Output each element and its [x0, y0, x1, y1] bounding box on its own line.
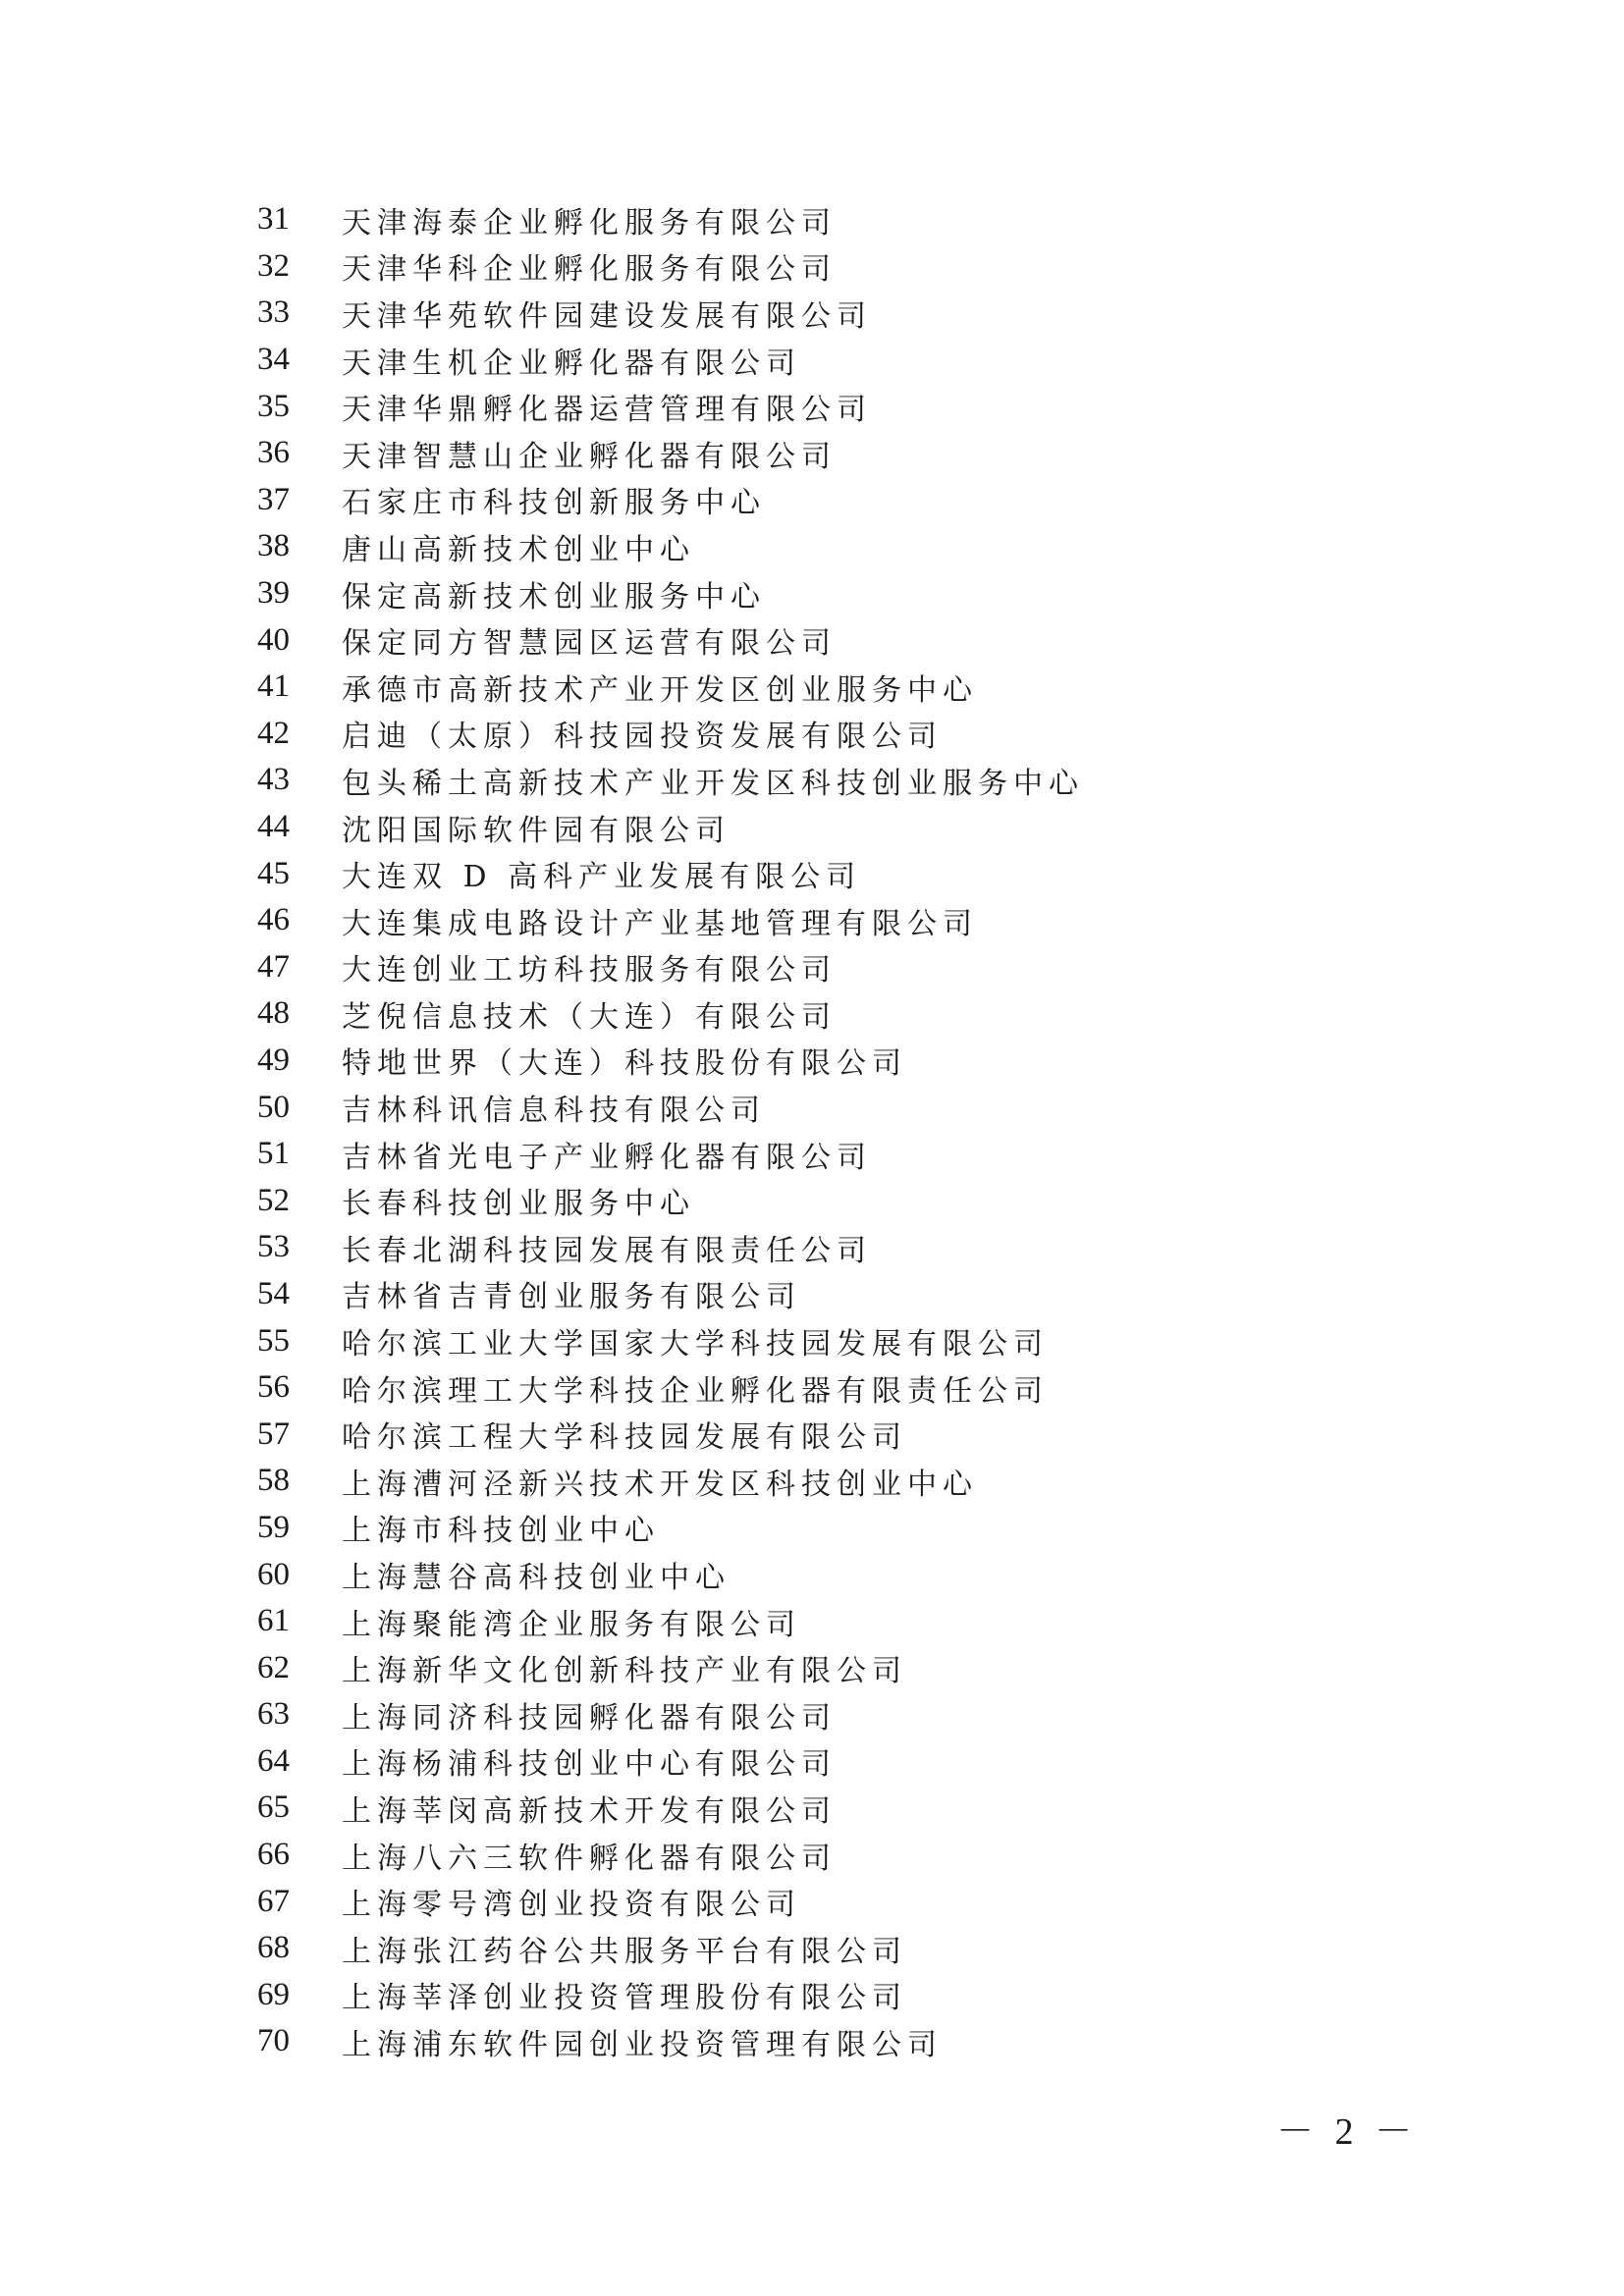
organization-name: 唐山高新技术创业中心 — [342, 532, 695, 567]
organization-name: 特地世界（大连）科技股份有限公司 — [342, 1046, 907, 1082]
item-number: 43 — [257, 762, 290, 798]
item-number: 42 — [257, 715, 290, 751]
organization-name: 承德市高新技术产业开发区创业服务中心 — [342, 672, 978, 708]
item-number: 45 — [257, 855, 290, 891]
list-item — [257, 430, 1084, 477]
organization-name: 哈尔滨理工大学科技企业孵化器有限责任公司 — [342, 1373, 1049, 1409]
page-number: － 2 － — [1276, 2111, 1419, 2153]
organization-name: 天津智慧山企业孵化器有限公司 — [342, 439, 837, 474]
organization-name: 上海八六三软件孵化器有限公司 — [342, 1841, 837, 1876]
item-number: 33 — [257, 294, 290, 331]
item-number: 34 — [257, 342, 290, 378]
item-number: 67 — [257, 1883, 290, 1919]
item-number: 63 — [257, 1696, 290, 1733]
organization-name: 吉林省吉青创业服务有限公司 — [342, 1280, 801, 1315]
item-number: 62 — [257, 1649, 290, 1685]
item-number: 69 — [257, 1976, 290, 2012]
organization-name: 长春北湖科技园发展有限责任公司 — [342, 1233, 872, 1268]
item-number: 59 — [257, 1509, 290, 1545]
list-item — [257, 1551, 1084, 1598]
organization-name: 上海同济科技园孵化器有限公司 — [342, 1700, 837, 1735]
item-number: 68 — [257, 1930, 290, 1966]
item-number: 54 — [257, 1275, 290, 1311]
item-number: 56 — [257, 1369, 290, 1406]
list-item — [257, 2018, 1084, 2065]
organization-name: 大连双 D 高科产业发展有限公司 — [342, 860, 862, 895]
organization-name: 上海莘闵高新技术开发有限公司 — [342, 1793, 837, 1829]
organization-name: 吉林省光电子产业孵化器有限公司 — [342, 1140, 872, 1175]
list-item — [257, 1644, 1084, 1691]
organization-name: 保定高新技术创业服务中心 — [342, 579, 766, 614]
list-item — [257, 383, 1084, 430]
list-item — [257, 757, 1084, 804]
organization-name: 天津生机企业孵化器有限公司 — [342, 346, 801, 381]
item-number: 46 — [257, 902, 290, 938]
organization-name: 天津华苑软件园建设发展有限公司 — [342, 298, 872, 334]
organization-name: 沈阳国际软件园有限公司 — [342, 813, 731, 848]
list-item — [257, 570, 1084, 617]
organization-name: 保定同方智慧园区运营有限公司 — [342, 626, 837, 662]
item-number: 52 — [257, 1182, 290, 1218]
organization-name: 启迪（太原）科技园投资发展有限公司 — [342, 720, 943, 755]
organization-name: 上海聚能湾企业服务有限公司 — [342, 1607, 801, 1642]
item-number: 37 — [257, 481, 290, 517]
item-number: 44 — [257, 809, 290, 845]
list-item — [257, 1271, 1084, 1318]
item-number: 31 — [257, 201, 290, 238]
item-number: 60 — [257, 1556, 290, 1592]
organization-name: 上海浦东软件园创业投资管理有限公司 — [342, 2027, 943, 2062]
organization-name: 天津华鼎孵化器运营管理有限公司 — [342, 393, 872, 428]
list-item — [257, 711, 1084, 758]
list-item — [257, 990, 1084, 1038]
item-number: 53 — [257, 1229, 290, 1265]
list-item — [257, 1925, 1084, 1972]
item-number: 50 — [257, 1089, 290, 1125]
item-number: 66 — [257, 1837, 290, 1873]
list-item — [257, 1832, 1084, 1879]
organization-name: 上海莘泽创业投资管理股份有限公司 — [342, 1981, 907, 2016]
list-item — [257, 1084, 1084, 1131]
organization-name: 哈尔滨工业大学国家大学科技园发展有限公司 — [342, 1327, 1049, 1362]
list-item — [257, 804, 1084, 851]
list-item — [257, 1131, 1084, 1178]
organization-name: 上海零号湾创业投资有限公司 — [342, 1888, 801, 1923]
organization-name: 大连创业工坊科技服务有限公司 — [342, 953, 837, 988]
list-item — [257, 664, 1084, 711]
item-number: 48 — [257, 995, 290, 1032]
item-number: 57 — [257, 1415, 290, 1452]
item-number: 41 — [257, 668, 290, 705]
item-number: 38 — [257, 528, 290, 564]
list-item — [257, 1038, 1084, 1085]
list-item — [257, 1317, 1084, 1364]
list-item — [257, 477, 1084, 524]
item-number: 32 — [257, 247, 290, 284]
list-item — [257, 1505, 1084, 1552]
organization-name: 包头稀土高新技术产业开发区科技创业服务中心 — [342, 766, 1084, 801]
list-item — [257, 243, 1084, 291]
item-number: 39 — [257, 575, 290, 612]
item-number: 64 — [257, 1742, 290, 1779]
list-item — [257, 1972, 1084, 2019]
item-number: 36 — [257, 435, 290, 471]
organization-name: 上海市科技创业中心 — [342, 1514, 660, 1549]
list-item — [257, 1458, 1084, 1505]
item-number: 40 — [257, 621, 290, 658]
item-number: 35 — [257, 388, 290, 424]
list-item — [257, 1364, 1084, 1412]
list-item — [257, 1785, 1084, 1832]
organization-name: 大连集成电路设计产业基地管理有限公司 — [342, 906, 978, 941]
organization-name: 石家庄市科技创新服务中心 — [342, 486, 766, 521]
item-number: 65 — [257, 1789, 290, 1826]
item-number: 61 — [257, 1603, 290, 1639]
organization-name: 天津华科企业孵化服务有限公司 — [342, 252, 837, 288]
organization-name: 吉林科讯信息科技有限公司 — [342, 1094, 766, 1129]
organization-name: 长春科技创业服务中心 — [342, 1187, 695, 1222]
item-number: 55 — [257, 1322, 290, 1359]
organization-list — [257, 196, 1084, 2065]
list-item — [257, 944, 1084, 991]
list-item — [257, 1878, 1084, 1925]
list-item — [257, 1411, 1084, 1458]
organization-name: 芝倪信息技术（大连）有限公司 — [342, 999, 837, 1035]
item-number: 47 — [257, 948, 290, 985]
organization-name: 上海慧谷高科技创业中心 — [342, 1561, 731, 1596]
item-number: 70 — [257, 2023, 290, 2059]
list-item — [257, 196, 1084, 243]
list-item — [257, 1691, 1084, 1738]
list-item — [257, 523, 1084, 570]
list-item — [257, 1598, 1084, 1645]
list-item — [257, 616, 1084, 664]
item-number: 58 — [257, 1463, 290, 1499]
organization-name: 上海漕河泾新兴技术开发区科技创业中心 — [342, 1467, 978, 1502]
organization-name: 哈尔滨工程大学科技园发展有限公司 — [342, 1420, 907, 1456]
organization-name: 天津海泰企业孵化服务有限公司 — [342, 205, 837, 240]
list-item — [257, 1177, 1084, 1224]
list-item — [257, 850, 1084, 897]
item-number: 49 — [257, 1041, 290, 1078]
list-item — [257, 290, 1084, 337]
list-item — [257, 337, 1084, 384]
list-item — [257, 897, 1084, 944]
list-item — [257, 1738, 1084, 1786]
list-item — [257, 1224, 1084, 1271]
organization-name: 上海张江药谷公共服务平台有限公司 — [342, 1934, 907, 1969]
organization-name: 上海新华文化创新科技产业有限公司 — [342, 1654, 907, 1689]
item-number: 51 — [257, 1136, 290, 1172]
organization-name: 上海杨浦科技创业中心有限公司 — [342, 1747, 837, 1783]
